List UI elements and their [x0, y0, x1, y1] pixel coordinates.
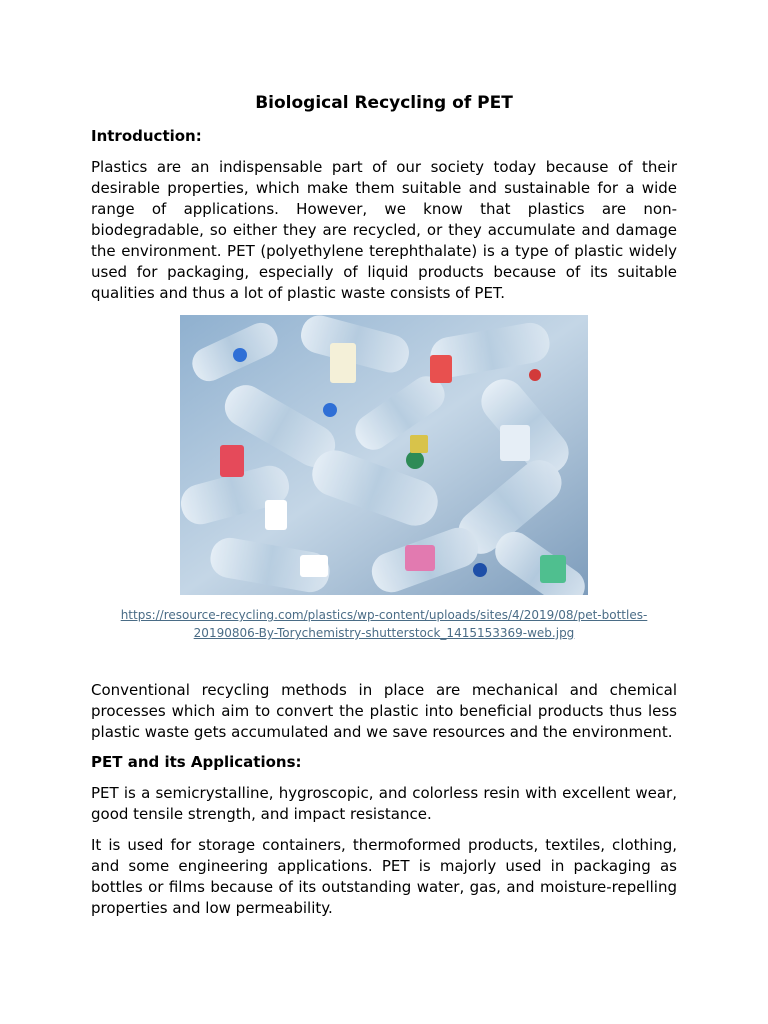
introduction-heading: Introduction: [91, 127, 202, 145]
applications-paragraph-properties: PET is a semicrystalline, hygroscopic, and colorless resin with excellent wear, good tensile strength, and impact resistance. [91, 784, 677, 823]
applications-paragraph-uses: It is used for storage containers, thermoformed products, textiles, clothing, and some engineering applications. PET is majorly used in packaging as bottles or films because of its outstanding water, gas, and moisture-repelling properties and low permeability. [91, 836, 677, 917]
conventional-recycling-paragraph: Conventional recycling methods in place are mechanical and chemical processes which aim to convert the plastic into beneficial products thus less plastic waste gets accumulated and we save resources and the environment. [91, 681, 677, 741]
applications-heading: PET and its Applications: [91, 753, 302, 771]
introduction-paragraph: Plastics are an indispensable part of our society today because of their desirable properties, which make them suitable and sustainable for a wide range of applications. However, we know that plastics are non-biodegradable, so either they are recycled, or they accumulate and damage the environment. PET (polyethylene terephthalate) is a type of plastic widely used for packaging, especially of liquid products because of its suitable qualities and thus a lot of plastic waste consists of PET. [91, 158, 677, 302]
pet-bottles-photo [180, 315, 588, 595]
pet-bottles-illustration [180, 315, 588, 595]
document-title: Biological Recycling of PET [255, 93, 513, 113]
image-source-link[interactable]: https://resource-recycling.com/plastics/wp-content/uploads/sites/4/2019/08/pet-bottles-20190806-By-Torychemistry-shutterstock_1415153369-web.jpg [120, 608, 648, 640]
